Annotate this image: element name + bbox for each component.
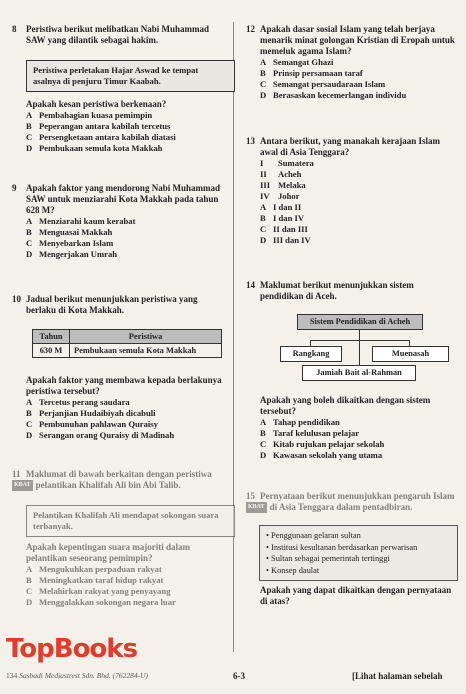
question-number: 15: [246, 491, 255, 501]
diagram-connector: [359, 330, 360, 365]
topbooks-logo: TopBooks: [6, 634, 138, 664]
question-prompt: Apakah faktor yang membawa kepada berlakunya peristiwa tersebut?: [26, 375, 222, 396]
table-header-event: Peristiwa: [70, 330, 222, 344]
question-15-prompt: [260, 585, 455, 607]
option-b[interactable]: B Prinsip persamaan taraf: [260, 68, 363, 78]
question-text-1: Pernyataan berikut menunjukkan pengaruh Islam: [260, 491, 455, 501]
question-13: [246, 136, 456, 246]
source-box: Pelantikan Khalifah Ali mendapat sokongan suara terbanyak.: [26, 505, 235, 537]
question-prompt: Apakah yang dapat dikaitkan dengan pernyataan di atas?: [260, 585, 452, 606]
question-text: Apakah faktor yang mendorong Nabi Muhammad SAW untuk menziarahi Kota Makkah pada tahun 628 M?: [26, 183, 220, 215]
question-14-options: [260, 395, 455, 461]
statement-iv: IV Johor: [260, 191, 300, 201]
question-text: Antara berikut, yang manakah kerajaan Islam awal di Asia Tenggara?: [260, 136, 441, 157]
question-text-1: Maklumat di bawah berkaitan dengan peristiwa: [26, 469, 212, 479]
column-divider: [233, 22, 234, 652]
question-text-2: pelantikan Khalifah Ali bin Abi Talib.: [35, 480, 181, 490]
option-d[interactable]: D Pembukaan semula kota Makkah: [26, 143, 163, 153]
option-d[interactable]: D Kawasan sekolah yang utama: [260, 450, 383, 460]
option-a[interactable]: A Pembahagian kuasa pemimpin: [26, 110, 153, 120]
question-text: Maklumat berikut menunjukkan sistem pendidikan di Aceh.: [260, 280, 414, 301]
diagram-box-jamiah: Jamiah Bait al-Rahman: [302, 365, 416, 381]
option-d[interactable]: D Serangan orang Quraisy di Madinah: [26, 430, 175, 440]
option-a[interactable]: A Mengukuhkan perpaduan rakyat: [26, 564, 162, 574]
question-prompt: Apakah yang boleh dikaitkan dengan sistem tersebut?: [260, 395, 431, 416]
diagram-connector: [310, 340, 410, 341]
question-14: [246, 280, 456, 302]
option-d[interactable]: D Menggalakkan sokongan negara luar: [26, 597, 176, 607]
option-a[interactable]: A Semangat Ghazi: [260, 57, 334, 67]
option-b[interactable]: B Meningkatkan taraf hidup rakyat: [26, 575, 164, 585]
question-text: Apakah dasar sosial Islam yang telah berjaya menarik minat golongan Kristian di Eropah untuk memeluk agama Islam?: [260, 24, 455, 56]
question-8: [12, 24, 224, 46]
option-a[interactable]: A Menziarahi kaum kerabat: [26, 216, 136, 226]
statement-item: • Penggunaan gelaran sultan: [266, 530, 451, 542]
option-b[interactable]: B Perjanjian Hudaibiyah dicabuli: [26, 408, 156, 418]
table-header-year: Tahun: [33, 330, 70, 344]
option-a[interactable]: A I dan II: [260, 202, 302, 212]
question-15: [246, 491, 458, 513]
option-d[interactable]: D Berasaskan kecemerlangan individu: [260, 90, 407, 100]
option-d[interactable]: D III dan IV: [260, 235, 311, 245]
table-cell-event: Pembukaan semula Kota Makkah: [70, 344, 222, 358]
question-number: 14: [246, 280, 255, 290]
question-number: 12: [246, 24, 255, 34]
source-box: Peristiwa perletakan Hajar Aswad ke tempat asalnya di penjuru Timur Kaabah.: [26, 60, 235, 92]
option-b[interactable]: B Peperangan antara kabilah tercetus: [26, 121, 171, 131]
question-text: Jadual berikut menunjukkan peristiwa yang berlaku di Kota Makkah.: [26, 294, 198, 315]
question-8-options: [26, 99, 226, 154]
question-11-options: [26, 542, 226, 608]
option-b[interactable]: B Taraf kelulusan pelajar: [260, 428, 360, 438]
option-c[interactable]: C II dan III: [260, 224, 308, 234]
option-b[interactable]: B Menguasai Makkah: [26, 227, 113, 237]
table-cell-year: 630 M: [33, 344, 70, 358]
question-text-2: di Asia Tenggara dalam pentadbiran.: [269, 502, 413, 512]
diagram-box-muenasah: Muenasah: [372, 346, 449, 362]
question-number: 11: [12, 469, 21, 479]
page-number: 6-3: [233, 671, 245, 681]
question-11: [12, 469, 226, 491]
footer-publisher: 134 Sasbadi Mediastrest Sdn. Bhd. (762284-U): [6, 671, 149, 680]
option-c[interactable]: C Menyebarkan Islam: [26, 238, 114, 248]
kbat-tag: KBAT: [246, 502, 267, 513]
next-page-note: [Lihat halaman sebelah: [352, 671, 443, 681]
option-a[interactable]: A Tahap pendidikan: [260, 417, 340, 427]
question-12: [246, 24, 456, 101]
option-c[interactable]: C Persengketaan antara kabilah diatasi: [26, 132, 176, 142]
kbat-tag: KBAT: [12, 480, 33, 491]
question-9: [12, 183, 224, 260]
question-prompt: Apakah kepentingan suara majoriti dalam pelantikan seseorang pemimpin?: [26, 542, 191, 563]
question-10: [12, 294, 224, 316]
question-prompt: Apakah kesan peristiwa berkenaan?: [26, 99, 167, 109]
diagram-box-rangkang: Rangkang: [280, 346, 342, 362]
option-c[interactable]: C Pembunuhan pahlawan Quraisy: [26, 419, 158, 429]
option-a[interactable]: A Tercetus perang saudara: [26, 397, 130, 407]
option-c[interactable]: C Melahirkan rakyat yang penyayang: [26, 586, 171, 596]
option-d[interactable]: D Mengerjakan Umrah: [26, 249, 118, 259]
statements-box: [259, 525, 458, 581]
statement-i: I Sumatera: [260, 158, 314, 168]
diagram-title-box: Sistem Pendidikan di Acheh: [297, 314, 423, 330]
option-c[interactable]: C Kitab rujukan pelajar sekolah: [260, 439, 385, 449]
question-number: 13: [246, 136, 255, 146]
statement-iii: III Melaka: [260, 180, 306, 190]
events-table: [32, 329, 222, 358]
statement-item: • Sultan sebagai pemerintah tertinggi: [266, 553, 451, 565]
question-number: 10: [12, 294, 21, 304]
option-c[interactable]: C Semangat persaudaraan Islam: [260, 79, 386, 89]
question-10-options: [26, 375, 226, 441]
statement-item: • Konsep daulat: [266, 565, 451, 577]
question-text: Peristiwa berikut melibatkan Nabi Muhammad SAW yang dilantik sebagai hakim.: [26, 24, 210, 45]
statement-item: • Institusi kesultanan berdasarkan perwarisan: [266, 542, 451, 554]
question-number: 9: [12, 183, 17, 193]
statement-ii: II Acheh: [260, 169, 302, 179]
question-number: 8: [12, 24, 17, 34]
option-b[interactable]: B I dan IV: [260, 213, 305, 223]
